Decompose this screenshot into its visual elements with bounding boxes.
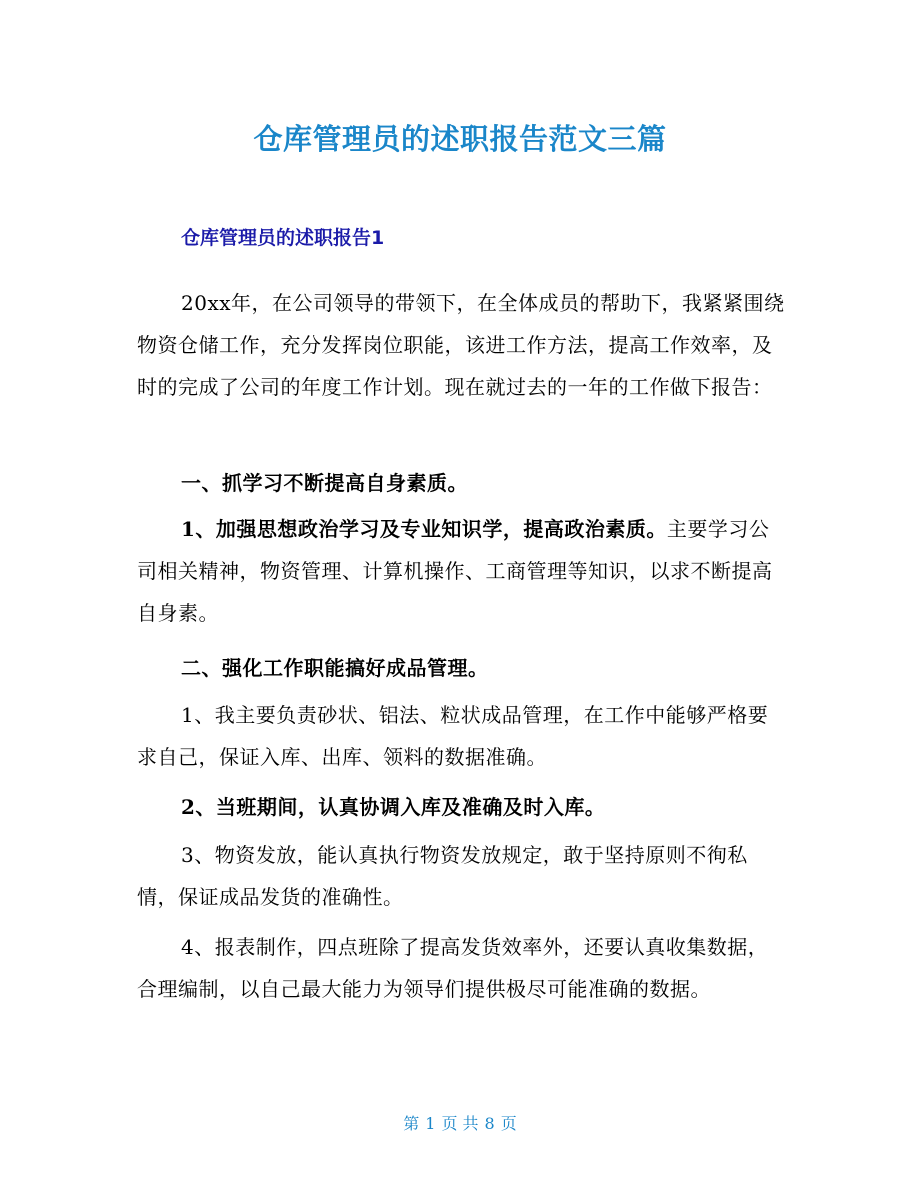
section-heading: 仓库管理员的述职报告1	[181, 227, 385, 249]
footer-total-pages: 8	[484, 1114, 495, 1133]
paragraph-item-4: 4、报表制作，四点班除了提高发货效率外，还要认真收集数据，合理编制，以自己最大能力为领导们提供极尽可能准确的数据。	[137, 935, 769, 1001]
heading-study: 一、抓学习不断提高自身素质。	[181, 471, 468, 495]
page-footer	[0, 1112, 920, 1136]
paragraph-study-1-body: 主要学习公司相关精神，物资管理、计算机操作、工商管理等知识，以求不断提高自身素。	[137, 517, 773, 625]
footer-label-of: 页 共	[441, 1114, 479, 1133]
paragraph-item-2: 2、当班期间，认真协调入库及准确及时入库。	[181, 795, 606, 819]
paragraph-study-1	[137, 508, 787, 634]
footer-current-page: 1	[425, 1114, 436, 1133]
footer-label-end: 页	[500, 1114, 517, 1133]
paragraph-study-1-lead: 1、加强思想政治学习及专业知识学，提高政治素质。	[181, 517, 667, 541]
footer-label-page: 第	[403, 1114, 420, 1133]
heading-product-management: 二、强化工作职能搞好成品管理。	[181, 656, 489, 680]
paragraph-item-3: 3、物资发放，能认真执行物资发放规定，敢于坚持原则不徇私情，保证成品发货的准确性。	[137, 843, 748, 909]
document-title: 仓库管理员的述职报告范文三篇	[253, 122, 667, 156]
paragraph-item-1: 1、我主要负责砂状、铝法、粒状成品管理，在工作中能够严格要求自己，保证入库、出库、领料的数据准确。	[137, 703, 769, 769]
paragraph-intro: 20xx年，在公司领导的带领下，在全体成员的帮助下，我紧紧围绕物资仓储工作，充分发挥岗位职能，该进工作方法，提高工作效率，及时的完成了公司的年度工作计划。现在就过去的一年的工作做下报告：	[137, 291, 785, 399]
